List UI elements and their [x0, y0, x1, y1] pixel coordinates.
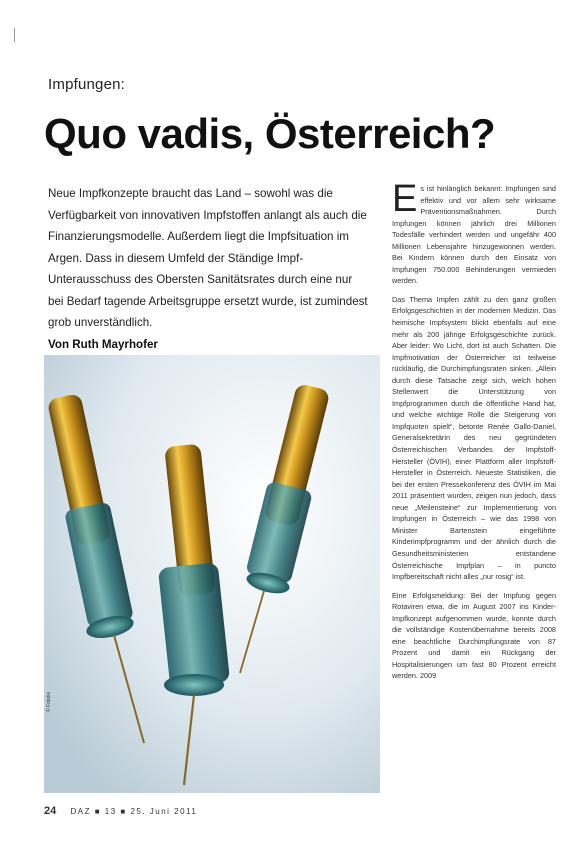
article-kicker: Impfungen: — [48, 76, 126, 93]
page-edge-mark — [14, 28, 15, 42]
article-lead — [48, 183, 368, 355]
page-number: 24 — [44, 805, 57, 817]
body-paragraph-1-text: s ist hinlänglich bekannt: Impfungen sind effektiv und vor allem sehr wirksame Präventionsmaßnahmen. Durch Impfungen können jährlich drei Millionen Todesfälle verhindert werden und ungefähr 400 Millionen Lebensjahre hinzugewonnen werden. Bei Kindern können durch den Einsatz von Impfungen 750.000 Behinderungen vermieden werden. — [392, 184, 556, 286]
lead-text: Neue Impfkonzepte braucht das Land – sowohl was die Verfügbarkeit von innovativen Impfstoffen anlangt als auch die Finanzierungsmodelle. Außerdem liegt die Impfsituation im Argen. Dass in diesem Umfeld der Ständige Impf-Unterausschuss des Obersten Sanitätsrates durch eine nur bei Bedarf tagende Arbeitsgruppe ersetzt wurde, ist zumindest grob unverständlich. — [48, 187, 368, 329]
body-paragraph-2: Das Thema Impfen zählt zu den ganz großen Erfolgsgeschichten in der modernen Medizin. Das heimische Impfsystem blickt ebenfalls auf eine mehr als 200 jährige Erfolgsgeschichte zurück. Aber leider: Wo Licht, dort ist auch Schatten. Die Impfmotivation der Österreicher ist teilweise rückläufig, die Durchimpfungsraten sinken. „Allein durch diese Tatsache zeigt sich, welch hohen Stellenwert die Unterstützung von Impfprogrammen durch die öffentliche Hand hat, und welche wichtige Rolle die Steigerung von Impfquoten spielt“, betonte Renée Gallo-Daniel, Generalsekretärin des neu gegründeten Österreichischen Verbandes der Impfstoff-Hersteller (ÖVIH), einer Plattform aller Impfstoff-Hersteller in Österreich. Neueste Statistiken, die bei der ersten Pressekonferenz des ÖVIH im Mai 2011 präsentiert wurden, zeigen nun jedoch, dass neue „Meilensteine“ zur Implementierung von Impfungen in Österreich – wie das 1998 von Minister Bartenstein eingeführte Kinderimpfprogramm und der ähnlich durch die Gesundheitsministerien entstandene Österreichische Impfplan – in puncto Impfbereitschaft nicht alles „nur rosig“ ist. — [392, 294, 556, 582]
body-paragraph-3: Eine Erfolgsmeldung: Bei der Impfung gegen Rotaviren etwa, die im August 2007 ins Kinder-Impfkonzept aufgenommen wurde, konnte durch die vollständige Kostenübernahme bereits 2008 eine beachtliche Durchimpfungsrate von 87 Prozent und damit ein Rückgang der Hospitalisierungen um fast 80 Prozent erreicht werden. 2009 — [392, 590, 556, 681]
body-column — [392, 178, 556, 689]
article-headline: Quo vadis, Österreich? — [44, 110, 496, 157]
drop-cap: E — [392, 178, 418, 220]
issue-info: DAZ ■ 13 ■ 25. Juni 2011 — [70, 807, 198, 816]
page-footer — [44, 805, 197, 817]
syringes-illustration — [44, 355, 380, 793]
syringes-photo — [44, 355, 380, 793]
photo-credit: © Fotolia — [46, 691, 52, 712]
article-author: Von Ruth Mayrhofer — [48, 337, 158, 351]
body-paragraph-1 — [392, 178, 556, 287]
